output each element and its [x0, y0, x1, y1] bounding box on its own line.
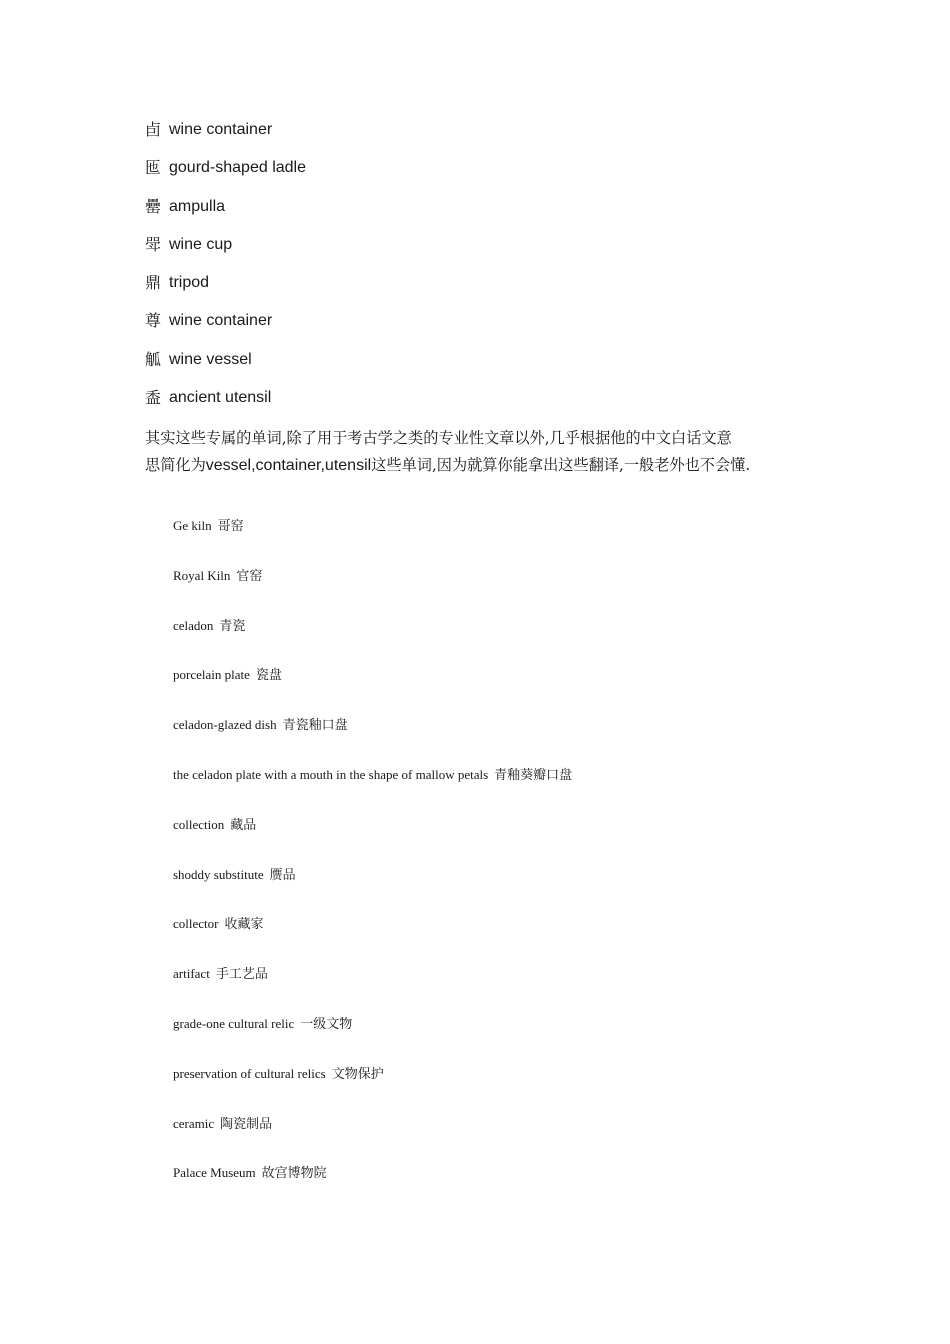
- english-term: preservation of cultural relics: [173, 1065, 326, 1081]
- chinese-term: 收藏家: [224, 917, 264, 933]
- vessel-glossary: [145, 119, 825, 425]
- glossary-row: [173, 1064, 823, 1114]
- chinese-term: 藏品: [230, 817, 257, 833]
- english-term: ancient utensil: [169, 389, 272, 407]
- glossary-row: [173, 964, 823, 1014]
- english-term: wine container: [169, 312, 273, 330]
- english-term: Palace Museum: [173, 1165, 256, 1181]
- english-term: ampulla: [169, 197, 226, 215]
- english-term: wine vessel: [169, 350, 252, 368]
- english-term: collection: [173, 816, 225, 832]
- note-line-2-start: 思简化为: [145, 456, 206, 474]
- note-line-2: [145, 452, 825, 479]
- chinese-term: 手工艺品: [215, 967, 268, 983]
- chinese-term: 尊: [145, 311, 162, 331]
- chinese-term: 青釉葵瓣口盘: [494, 767, 573, 783]
- english-term: the celadon plate with a mouth in the shape of mallow petals: [173, 766, 489, 782]
- english-term: porcelain plate: [173, 667, 250, 683]
- chinese-term: 一级文物: [300, 1016, 353, 1032]
- chinese-term: 匜: [145, 158, 162, 178]
- glossary-row: [173, 765, 823, 815]
- chinese-term: 官窑: [236, 568, 263, 584]
- glossary-row: [173, 1163, 823, 1213]
- explanatory-note: [145, 425, 825, 479]
- chinese-term: 卣: [145, 120, 162, 139]
- chinese-term: 青瓷釉口盘: [282, 718, 348, 734]
- glossary-row: [145, 310, 825, 348]
- note-keywords: vessel,container,utensil: [205, 457, 372, 474]
- glossary-row: [173, 865, 823, 915]
- chinese-term: 哥窑: [217, 519, 244, 534]
- glossary-row: [173, 1114, 823, 1164]
- glossary-row: [173, 815, 823, 865]
- english-term: grade-one cultural relic: [173, 1015, 295, 1031]
- english-term: gourd-shaped ladle: [169, 159, 306, 177]
- english-term: ceramic: [173, 1115, 215, 1131]
- glossary-row: [145, 387, 825, 425]
- english-term: celadon-glazed dish: [173, 717, 277, 733]
- chinese-term: 觚: [145, 349, 162, 369]
- chinese-term: 文物保护: [331, 1066, 384, 1082]
- glossary-row: [173, 914, 823, 964]
- english-term: tripod: [169, 274, 210, 292]
- glossary-row: [145, 349, 825, 387]
- note-line-2-end: 这些单词,因为就算你能拿出这些翻译,一般老外也不会懂.: [371, 456, 751, 474]
- chinese-term: 青瓷: [219, 618, 246, 634]
- glossary-row: [173, 1014, 823, 1064]
- chinese-term: 鼎: [145, 273, 162, 293]
- english-term: Ge kiln: [173, 518, 212, 533]
- english-term: artifact: [173, 966, 210, 982]
- english-term: Royal Kiln: [173, 567, 231, 583]
- english-term: collector: [173, 916, 219, 932]
- glossary-row: [145, 272, 825, 310]
- glossary-row: [145, 157, 825, 195]
- glossary-row: [145, 119, 825, 157]
- glossary-row: [145, 234, 825, 272]
- chinese-term: 陶瓷制品: [220, 1116, 273, 1132]
- english-term: wine container: [169, 121, 273, 138]
- glossary-row: [173, 715, 823, 765]
- chinese-term: 斝: [145, 234, 162, 254]
- chinese-term: 故宫博物院: [261, 1166, 327, 1182]
- glossary-row: [173, 516, 823, 566]
- english-term: shoddy substitute: [173, 866, 264, 882]
- english-term: wine cup: [169, 235, 233, 253]
- glossary-row: [145, 196, 825, 234]
- chinese-term: 赝品: [269, 867, 296, 883]
- note-line-1: 其实这些专属的单词,除了用于考古学之类的专业性文章以外,几乎根据他的中文白话文意: [145, 429, 732, 447]
- chinese-term: 罍: [145, 196, 162, 216]
- ceramics-glossary: [173, 516, 823, 1213]
- chinese-term: 瓷盘: [255, 668, 282, 684]
- glossary-row: [173, 665, 823, 715]
- chinese-term: 盉: [145, 388, 162, 408]
- glossary-row: [173, 616, 823, 666]
- english-term: celadon: [173, 617, 214, 633]
- glossary-row: [173, 566, 823, 616]
